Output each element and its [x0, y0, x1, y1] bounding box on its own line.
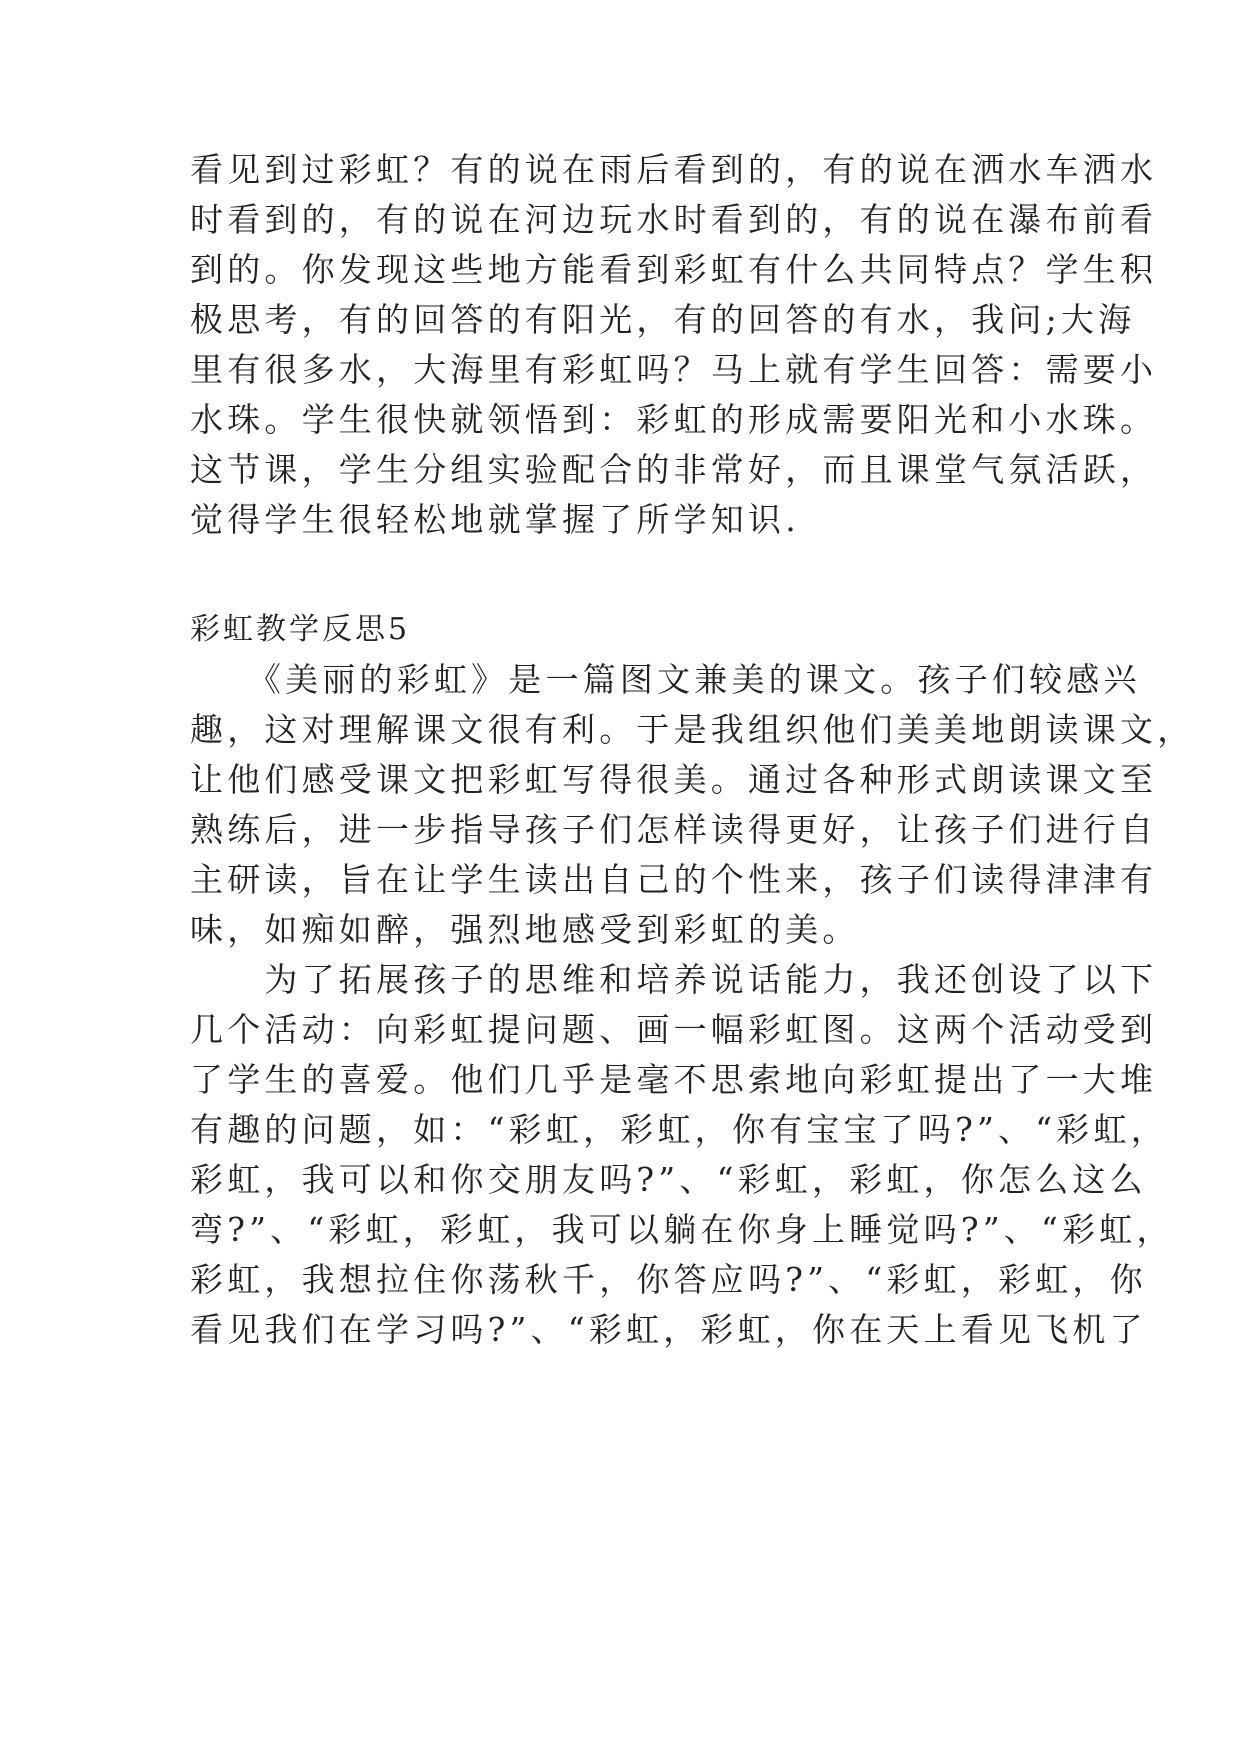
paragraph-line: 有趣的问题，如：“彩虹，彩虹，你有宝宝了吗?”、“彩虹， [190, 1110, 1168, 1149]
paragraph-line: 熟练后，进一步指导孩子们怎样读得更好，让孩子们进行自 [190, 810, 1158, 849]
paragraph-line: 几个活动：向彩虹提问题、画一幅彩虹图。这两个活动受到 [190, 1010, 1158, 1049]
paragraph-line: 看见我们在学习吗?”、“彩虹，彩虹，你在天上看见飞机了 [190, 1310, 1147, 1349]
paragraph-line: 看见到过彩虹？有的说在雨后看到的，有的说在洒水车洒水 [190, 150, 1158, 189]
paragraph-line: 到的。你发现这些地方能看到彩虹有什么共同特点？学生积 [190, 250, 1158, 289]
paragraph-line: 《美丽的彩虹》是一篇图文兼美的课文。孩子们较感兴 [190, 660, 1141, 699]
paragraph-line: 极思考，有的回答的有阳光，有的回答的有水，我问;大海 [190, 300, 1136, 339]
paragraph-line: 彩虹，我可以和你交朋友吗?”、“彩虹，彩虹，你怎么这么 [190, 1160, 1147, 1199]
paragraph-line: 彩虹，我想拉住你荡秋千，你答应吗?”、“彩虹，彩虹，你 [190, 1260, 1147, 1299]
paragraph-line: 主研读，旨在让学生读出自己的个性来，孩子们读得津津有 [190, 860, 1158, 899]
paragraph-line: 这节课，学生分组实验配合的非常好，而且课堂气氛活跃， [190, 450, 1158, 489]
paragraph-line: 为了拓展孩子的思维和培养说话能力，我还创设了以下 [190, 960, 1158, 999]
paragraph-line: 让他们感受课文把彩虹写得很美。通过各种形式朗读课文至 [190, 760, 1158, 799]
paragraph-line: 了学生的喜爱。他们几乎是毫不思索地向彩虹提出了一大堆 [190, 1060, 1158, 1099]
section-heading: 彩虹教学反思5 [190, 612, 411, 647]
paragraph-line: 弯?”、“彩虹，彩虹，我可以躺在你身上睡觉吗?”、“彩虹， [190, 1210, 1174, 1249]
paragraph-line: 趣，这对理解课文很有利。于是我组织他们美美地朗读课文， [190, 710, 1195, 749]
paragraph-line: 里有很多水，大海里有彩虹吗？马上就有学生回答：需要小 [190, 350, 1158, 389]
paragraph-line: 水珠。学生很快就领悟到：彩虹的形成需要阳光和小水珠。 [190, 400, 1158, 439]
paragraph-line: 觉得学生很轻松地就掌握了所学知识. [190, 500, 800, 539]
paragraph-line: 味，如痴如醉，强烈地感受到彩虹的美。 [190, 910, 860, 949]
paragraph-line: 时看到的，有的说在河边玩水时看到的，有的说在瀑布前看 [190, 200, 1158, 239]
